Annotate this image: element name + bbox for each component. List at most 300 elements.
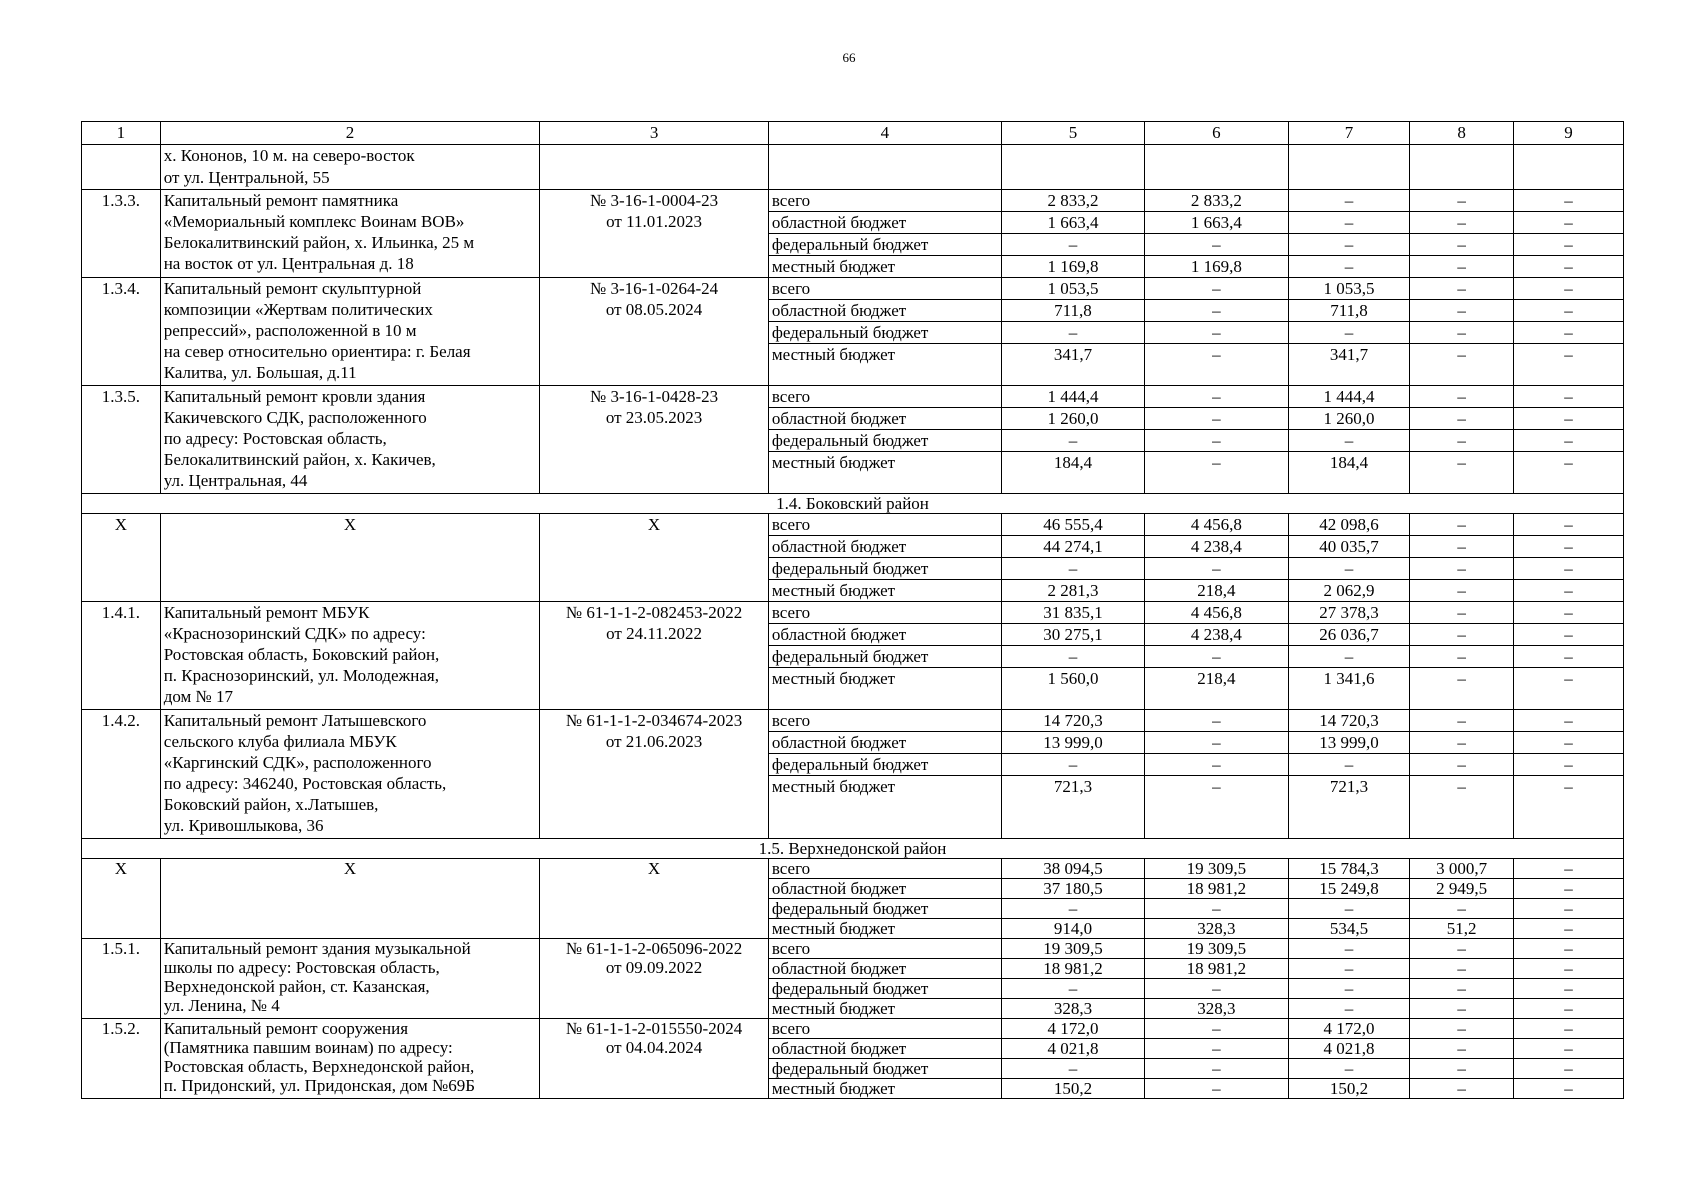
amount-cell: 31 835,1 [1001,602,1144,624]
budget-label: всего [768,278,1001,300]
cell-line: Верхнедонской район, ст. Казанская, [163,977,430,996]
amount-cell: – [1513,278,1623,300]
budget-label: всего [768,602,1001,624]
amount-cell: 51,2 [1410,919,1514,939]
amount-cell: – [1410,899,1514,919]
object-name [160,1019,540,1099]
amount-cell: – [1145,710,1288,732]
amount-cell: – [1145,1019,1288,1039]
budget-label: областной бюджет [768,879,1001,899]
amount-cell: 1 053,5 [1001,278,1144,300]
amount-cell: 4 021,8 [1288,1039,1410,1059]
document-number [540,1019,769,1099]
amount-cell: 1 663,4 [1145,212,1288,234]
amount-cell: – [1145,1059,1288,1079]
cell-line: Капитальный ремонт МБУК [163,603,370,622]
amount-cell: 184,4 [1288,452,1410,494]
budget-label: областной бюджет [768,1039,1001,1059]
row-number: 1.5.1. [82,939,161,1019]
column-header: 1 [82,122,161,145]
amount-cell: – [1001,646,1144,668]
budget-label: местный бюджет [768,1079,1001,1099]
amount-cell: – [1410,234,1514,256]
budget-row [82,514,1624,536]
amount-cell: 3 000,7 [1410,859,1514,879]
amount-cell: – [1145,732,1288,754]
cell-line: Ростовская область, Боковский район, [163,645,440,664]
document-number [540,386,769,494]
column-header: 3 [540,122,769,145]
amount-cell: 218,4 [1145,668,1288,710]
amount-cell: – [1410,939,1514,959]
amount-cell: 4 456,8 [1145,514,1288,536]
amount-cell: 18 981,2 [1145,959,1288,979]
column-header: 4 [768,122,1001,145]
cell-line: от 23.05.2023 [605,408,703,427]
amount-cell: – [1513,939,1623,959]
amount-cell: 1 169,8 [1145,256,1288,278]
amount-cell: – [1410,1079,1514,1099]
document-number [540,514,769,602]
amount-cell: 14 720,3 [1001,710,1144,732]
cell-line: п. Придонский, ул. Придонская, дом №69Б [163,1076,476,1095]
amount-cell: 19 309,5 [1145,939,1288,959]
amount-cell: – [1145,558,1288,580]
column-header: 8 [1410,122,1514,145]
amount-cell: – [1410,386,1514,408]
amount-cell: 184,4 [1001,452,1144,494]
empty-cell [1410,145,1514,190]
cell-line: ул. Ленина, № 4 [163,996,280,1015]
amount-cell: – [1513,754,1623,776]
amount-cell: – [1410,602,1514,624]
amount-cell: 328,3 [1145,919,1288,939]
cell-line: Калитва, ул. Большая, д.11 [163,363,357,382]
section-title: 1.5. Верхнедонской район [82,839,1624,859]
cell-line: № 3-16-1-0004-23 [590,191,719,210]
budget-label: всего [768,190,1001,212]
amount-cell: – [1410,514,1514,536]
amount-cell: – [1410,754,1514,776]
amount-cell: 44 274,1 [1001,536,1144,558]
cell-line: на север относительно ориентира: г. Белая [163,342,471,361]
cell-line: Капитальный ремонт Латышевского [163,711,427,730]
amount-cell: – [1288,256,1410,278]
amount-cell: 46 555,4 [1001,514,1144,536]
document-number [540,602,769,710]
amount-cell: – [1288,646,1410,668]
object-name [160,710,540,839]
cell-line: по адресу: Ростовская область, [163,429,387,448]
cell-line: ул. Центральная, 44 [163,471,308,490]
row-number: 1.4.2. [82,710,161,839]
amount-cell: – [1410,344,1514,386]
amount-cell: – [1145,1079,1288,1099]
amount-cell: 19 309,5 [1145,859,1288,879]
empty-cell [1513,145,1623,190]
budget-label: федеральный бюджет [768,322,1001,344]
amount-cell: 4 021,8 [1001,1039,1144,1059]
budget-label: всего [768,859,1001,879]
budget-label: всего [768,939,1001,959]
budget-label: местный бюджет [768,580,1001,602]
cell-line: «Мемориальный комплекс Воинам ВОВ» [163,212,465,231]
amount-cell: – [1145,300,1288,322]
amount-cell: – [1513,959,1623,979]
amount-cell: 30 275,1 [1001,624,1144,646]
amount-cell: 2 949,5 [1410,879,1514,899]
budget-label: федеральный бюджет [768,558,1001,580]
amount-cell: – [1513,979,1623,999]
amount-cell: – [1288,979,1410,999]
column-header: 9 [1513,122,1623,145]
cell-line: Капитальный ремонт памятника [163,191,399,210]
budget-label: всего [768,514,1001,536]
budget-label: областной бюджет [768,959,1001,979]
cell-line: Капитальный ремонт здания музыкальной [163,939,471,958]
amount-cell: 26 036,7 [1288,624,1410,646]
amount-cell: – [1288,212,1410,234]
amount-cell: – [1288,190,1410,212]
amount-cell: 4 456,8 [1145,602,1288,624]
amount-cell: 18 981,2 [1145,879,1288,899]
cell-line: школы по адресу: Ростовская область, [163,958,440,977]
amount-cell: – [1410,710,1514,732]
budget-label: всего [768,710,1001,732]
row-number: Х [82,514,161,602]
amount-cell: – [1513,1039,1623,1059]
empty-cell [540,145,769,190]
budget-label: федеральный бюджет [768,430,1001,452]
cell-line: х. Кононов, 10 м. на северо-восток [163,146,415,165]
cell-line: № 61-1-1-2-065096-2022 [565,939,743,958]
budget-row [82,1019,1624,1039]
amount-cell: – [1145,234,1288,256]
cell-line: от 11.01.2023 [606,212,702,231]
document-number [540,278,769,386]
cell-line: Х [647,859,661,878]
amount-cell: – [1145,452,1288,494]
amount-cell: – [1288,959,1410,979]
amount-cell: – [1410,999,1514,1019]
amount-cell: – [1513,732,1623,754]
amount-cell: – [1513,408,1623,430]
amount-cell: – [1410,278,1514,300]
amount-cell: – [1513,212,1623,234]
object-name [160,278,540,386]
empty-cell [1288,145,1410,190]
row-number: 1.3.3. [82,190,161,278]
amount-cell: – [1513,859,1623,879]
amount-cell: – [1288,234,1410,256]
cell-line: от 09.09.2022 [605,958,703,977]
amount-cell: – [1001,754,1144,776]
cell-line: Х [343,515,357,534]
amount-cell: – [1513,1059,1623,1079]
amount-cell: – [1410,580,1514,602]
amount-cell: 2 062,9 [1288,580,1410,602]
amount-cell: 4 238,4 [1145,624,1288,646]
amount-cell: – [1513,1019,1623,1039]
cell-line: № 3-16-1-0264-24 [590,279,719,298]
budget-label: федеральный бюджет [768,234,1001,256]
amount-cell: – [1145,979,1288,999]
amount-cell: – [1145,278,1288,300]
cell-line: композиции «Жертвам политических [163,300,433,319]
amount-cell: – [1410,300,1514,322]
amount-cell: 4 238,4 [1145,536,1288,558]
amount-cell: – [1410,430,1514,452]
budget-label: федеральный бюджет [768,646,1001,668]
amount-cell: – [1513,879,1623,899]
amount-cell: – [1513,710,1623,732]
amount-cell: 914,0 [1001,919,1144,939]
row-number [82,145,161,190]
row-number: 1.4.1. [82,602,161,710]
row-number: 1.3.5. [82,386,161,494]
amount-cell: 1 260,0 [1001,408,1144,430]
budget-label: местный бюджет [768,999,1001,1019]
amount-cell: – [1513,300,1623,322]
row-number: 1.3.4. [82,278,161,386]
amount-cell: 13 999,0 [1288,732,1410,754]
empty-cell [768,145,1001,190]
row-number: 1.5.2. [82,1019,161,1099]
cell-line: Ростовская область, Верхнедонской район, [163,1057,475,1076]
page-number: 66 [842,50,856,65]
column-header: 6 [1145,122,1288,145]
amount-cell: 721,3 [1001,776,1144,839]
amount-cell: – [1288,939,1410,959]
document-number [540,859,769,939]
cell-line: от ул. Центральной, 55 [163,168,330,187]
cell-line: № 3-16-1-0428-23 [590,387,719,406]
amount-cell: – [1513,536,1623,558]
budget-row [82,859,1624,879]
cell-line: (Памятника павшим воинам) по адресу: [163,1038,453,1057]
amount-cell: 1 663,4 [1001,212,1144,234]
amount-cell: 4 172,0 [1001,1019,1144,1039]
amount-cell: – [1001,234,1144,256]
budget-label: всего [768,1019,1001,1039]
row-number: Х [82,859,161,939]
amount-cell: – [1513,580,1623,602]
amount-cell: – [1513,234,1623,256]
amount-cell: 2 281,3 [1001,580,1144,602]
amount-cell: 1 444,4 [1001,386,1144,408]
amount-cell: – [1145,646,1288,668]
amount-cell: – [1513,558,1623,580]
amount-cell: 1 560,0 [1001,668,1144,710]
section-title: 1.4. Боковский район [82,494,1624,514]
section-row [82,494,1624,514]
amount-cell: – [1513,624,1623,646]
empty-cell [1001,145,1144,190]
amount-cell: – [1145,1039,1288,1059]
amount-cell: 19 309,5 [1001,939,1144,959]
amount-cell: – [1513,776,1623,839]
budget-label: местный бюджет [768,776,1001,839]
amount-cell: 534,5 [1288,919,1410,939]
cell-line: дом № 17 [163,687,234,706]
amount-cell: – [1410,536,1514,558]
column-header: 7 [1288,122,1410,145]
amount-cell: 341,7 [1001,344,1144,386]
amount-cell: – [1410,776,1514,839]
amount-cell: 13 999,0 [1001,732,1144,754]
budget-label: федеральный бюджет [768,899,1001,919]
amount-cell: – [1513,344,1623,386]
amount-cell: – [1513,1079,1623,1099]
amount-cell: – [1513,190,1623,212]
cell-line: Боковский район, х.Латышев, [163,795,379,814]
object-name [160,939,540,1019]
budget-label: местный бюджет [768,344,1001,386]
cell-line: Белокалитвинский район, х. Какичев, [163,450,436,469]
cell-line: Капитальный ремонт скульптурной [163,279,422,298]
amount-cell: – [1410,452,1514,494]
amount-cell: 328,3 [1001,999,1144,1019]
cell-line: ул. Кривошлыкова, 36 [163,816,324,835]
amount-cell: – [1410,190,1514,212]
budget-label: федеральный бюджет [768,754,1001,776]
amount-cell: – [1001,430,1144,452]
amount-cell: – [1410,322,1514,344]
cell-line: Капитальный ремонт кровли здания [163,387,426,406]
amount-cell: – [1513,668,1623,710]
amount-cell: – [1410,959,1514,979]
budget-row [82,278,1624,300]
amount-cell: 1 260,0 [1288,408,1410,430]
amount-cell: 2 833,2 [1145,190,1288,212]
amount-cell: 15 249,8 [1288,879,1410,899]
amount-cell: – [1288,1059,1410,1079]
amount-cell: – [1410,1019,1514,1039]
amount-cell: – [1410,558,1514,580]
cell-line: сельского клуба филиала МБУК [163,732,397,751]
amount-cell: – [1288,899,1410,919]
column-header-row [82,122,1624,145]
cell-line: Капитальный ремонт сооружения [163,1019,409,1038]
amount-cell: – [1513,322,1623,344]
cell-line: Х [343,859,357,878]
cell-line: Белокалитвинский район, х. Ильинка, 25 м [163,233,475,252]
cell-line: № 61-1-1-2-082453-2022 [565,603,743,622]
cell-line: № 61-1-1-2-034674-2023 [565,711,743,730]
budget-row [82,939,1624,959]
table-body [82,122,1624,1099]
amount-cell: – [1410,212,1514,234]
budget-row [82,710,1624,732]
budget-label: областной бюджет [768,212,1001,234]
amount-cell: – [1145,899,1288,919]
cell-line: от 04.04.2024 [605,1038,703,1057]
budget-row [82,386,1624,408]
amount-cell: 4 172,0 [1288,1019,1410,1039]
cell-line: Х [647,515,661,534]
amount-cell: – [1410,256,1514,278]
amount-cell: – [1288,558,1410,580]
amount-cell: 42 098,6 [1288,514,1410,536]
amount-cell: 40 035,7 [1288,536,1410,558]
amount-cell: – [1145,386,1288,408]
amount-cell: 1 444,4 [1288,386,1410,408]
amount-cell: 18 981,2 [1001,959,1144,979]
amount-cell: 711,8 [1288,300,1410,322]
amount-cell: 1 053,5 [1288,278,1410,300]
cell-line: Какичевского СДК, расположенного [163,408,427,427]
object-name [160,514,540,602]
cell-line: от 24.11.2022 [606,624,702,643]
budget-label: областной бюджет [768,732,1001,754]
amount-cell: – [1513,256,1623,278]
column-header: 2 [160,122,540,145]
budget-label: местный бюджет [768,452,1001,494]
budget-label: федеральный бюджет [768,1059,1001,1079]
budget-label: областной бюджет [768,624,1001,646]
amount-cell: 1 169,8 [1001,256,1144,278]
amount-cell: – [1513,602,1623,624]
section-row [82,839,1624,859]
amount-cell: – [1410,1059,1514,1079]
column-header: 5 [1001,122,1144,145]
amount-cell: 1 341,6 [1288,668,1410,710]
budget-label: местный бюджет [768,668,1001,710]
budget-label: федеральный бюджет [768,979,1001,999]
amount-cell: – [1288,754,1410,776]
amount-cell: 150,2 [1001,1079,1144,1099]
cell-line: п. Краснозоринский, ул. Молодежная, [163,666,439,685]
amount-cell: 328,3 [1145,999,1288,1019]
amount-cell: 27 378,3 [1288,602,1410,624]
document-number [540,710,769,839]
amount-cell: – [1513,919,1623,939]
empty-cell [1145,145,1288,190]
budget-table [81,121,1624,1099]
document-number [540,190,769,278]
amount-cell: – [1145,344,1288,386]
amount-cell: – [1410,646,1514,668]
amount-cell: – [1145,754,1288,776]
amount-cell: – [1001,979,1144,999]
amount-cell: – [1410,1039,1514,1059]
amount-cell: – [1513,514,1623,536]
continuation-row [82,145,1624,190]
amount-cell: 341,7 [1288,344,1410,386]
object-name [160,859,540,939]
amount-cell: – [1410,624,1514,646]
budget-row [82,190,1624,212]
amount-cell: 38 094,5 [1001,859,1144,879]
amount-cell: – [1513,646,1623,668]
budget-label: областной бюджет [768,536,1001,558]
amount-cell: – [1513,999,1623,1019]
document-number [540,939,769,1019]
amount-cell: – [1288,322,1410,344]
amount-cell: – [1145,776,1288,839]
budget-label: всего [768,386,1001,408]
amount-cell: – [1288,430,1410,452]
amount-cell: – [1513,430,1623,452]
amount-cell: – [1410,668,1514,710]
object-name [160,602,540,710]
amount-cell: 14 720,3 [1288,710,1410,732]
amount-cell: – [1513,899,1623,919]
amount-cell: 2 833,2 [1001,190,1144,212]
amount-cell: 37 180,5 [1001,879,1144,899]
amount-cell: 218,4 [1145,580,1288,602]
cell-line: по адресу: 346240, Ростовская область, [163,774,447,793]
